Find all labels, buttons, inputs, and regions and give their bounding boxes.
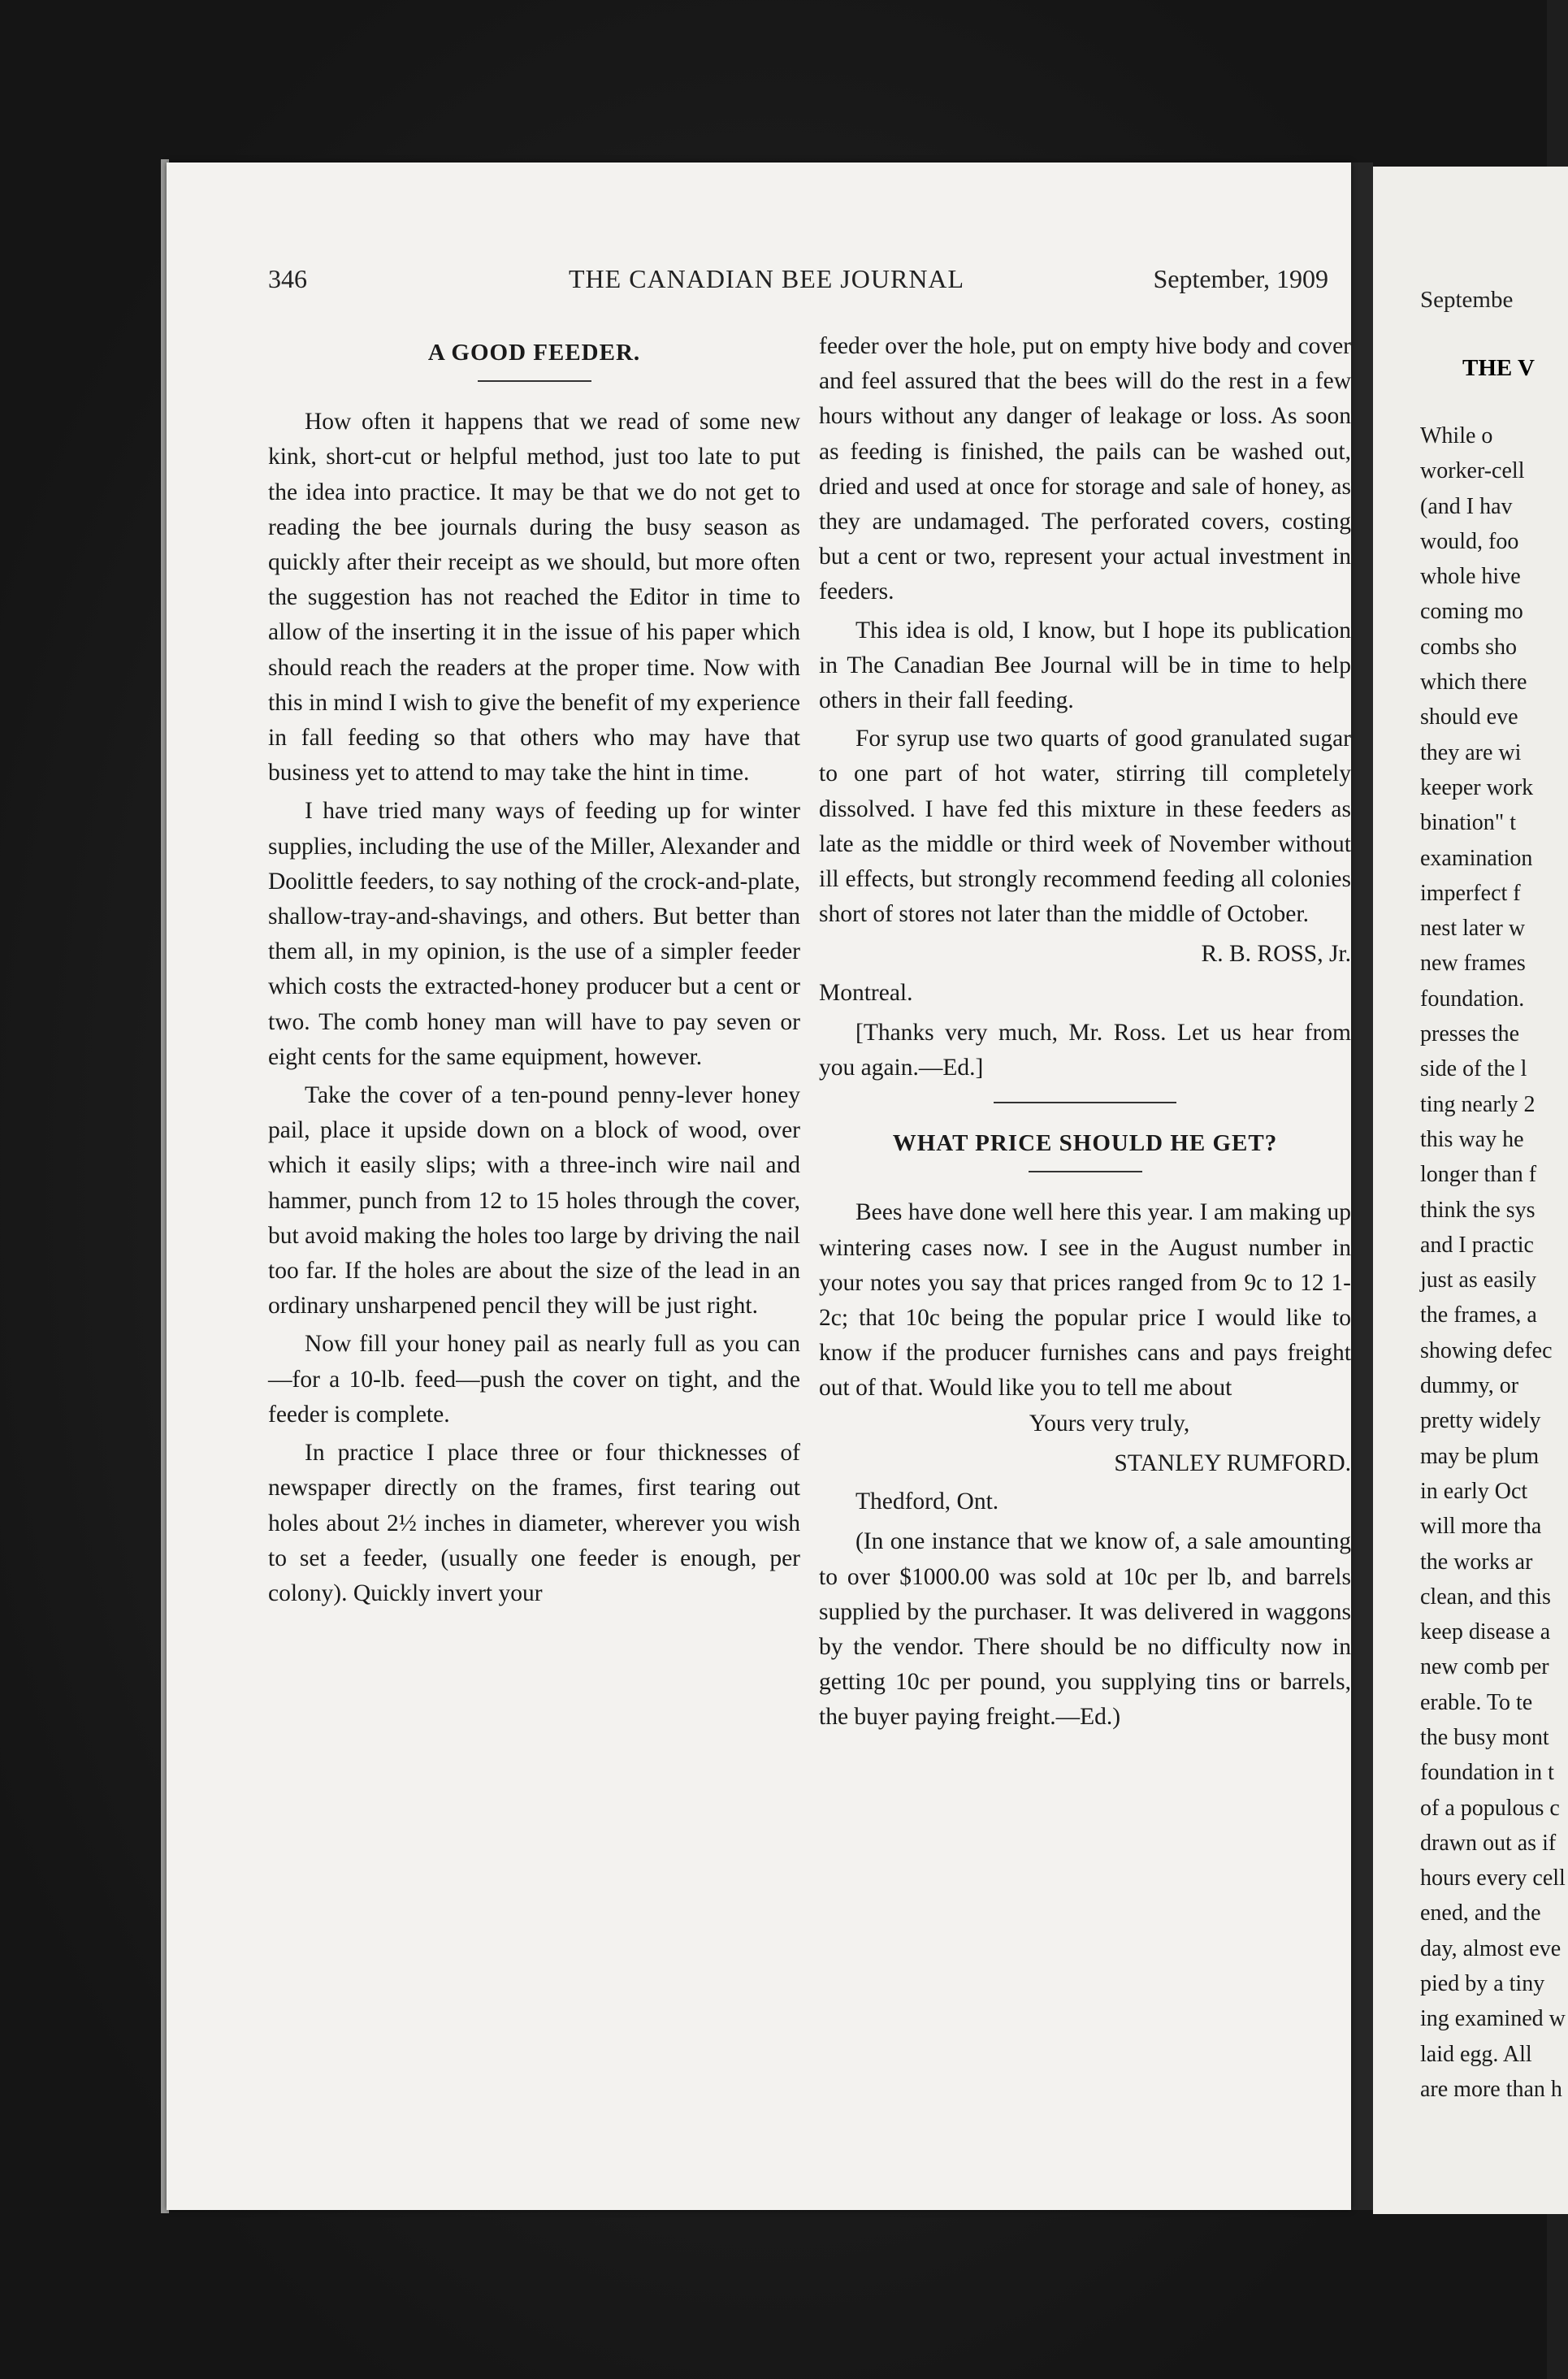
adjacent-page-line: imperfect f	[1420, 880, 1521, 906]
adjacent-page-line: new comb per	[1420, 1654, 1549, 1680]
article-paragraph: This idea is old, I know, but I hope its publication in The Canadian Bee Journal will be in time to help others in their fall feeding.	[819, 617, 1351, 714]
adjacent-page-line: foundation in t	[1420, 1760, 1554, 1786]
adjacent-page-line: the frames, a	[1420, 1302, 1537, 1328]
adjacent-page-line: this way he	[1420, 1126, 1524, 1152]
adjacent-page-line: side of the l	[1420, 1056, 1527, 1082]
adjacent-page-line: whole hive	[1420, 564, 1521, 590]
adjacent-page-line: worker-cell	[1420, 458, 1525, 484]
adjacent-page-line: pied by a tiny	[1420, 1971, 1545, 1997]
adjacent-page-line: erable. To te	[1420, 1689, 1533, 1715]
article-paragraph: In practice I place three or four thicknesses of newspaper directly on the frames, first tearing out holes about 2½ inches in diameter, wherever you wish to set a feeder, (usually one feeder is enough, per colony). Quickly invert your	[268, 1440, 800, 1606]
adjacent-page-line: day, almost eve	[1420, 1935, 1562, 1961]
adjacent-page-line: should eve	[1420, 704, 1518, 730]
issue-date: September, 1909	[1153, 264, 1328, 293]
adjacent-page-line: nest later w	[1420, 916, 1526, 942]
adjacent-page-line: which there	[1420, 670, 1527, 696]
adjacent-page-line: examination	[1420, 845, 1533, 871]
adjacent-page-line: will more tha	[1420, 1514, 1542, 1540]
adjacent-page-line: laid egg. All	[1420, 2041, 1532, 2067]
adjacent-page-line: in early Oct	[1420, 1478, 1528, 1504]
article-paragraph: Take the cover of a ten-pound penny-lever honey pail, place it upside down on a block of wood, over which it easily slips; with a three-inch wire nail and hammer, punch from 12 to 15 holes through the cover, but avoid making the holes too large by driving the nail too far. If the holes are about the size of the lead in an ordinary unsharpened pencil they will be just right.	[268, 1082, 800, 1320]
article-title: WHAT PRICE SHOULD HE GET?	[892, 1130, 1278, 1157]
editor-note: [Thanks very much, Mr. Ross. Let us hear from you again.—Ed.]	[819, 1019, 1351, 1081]
article-paragraph: feeder over the hole, put on empty hive body and cover and feel assured that the bees will do the rest in a few hours without any danger of leakage or loss. As soon as feeding is finished, the pails can be washed out, dried and used at once for storage and sale of honey, as they are undamaged. The perforated covers, costing but a cent or two, represent your actual investment in feeders.	[819, 333, 1351, 605]
title-rule	[478, 380, 591, 382]
adjacent-page-line: ing examined w	[1420, 2006, 1566, 2032]
adjacent-page-line: keeper work	[1420, 774, 1534, 800]
adjacent-page	[1373, 167, 1568, 2214]
adjacent-page-line: the works ar	[1420, 1549, 1533, 1575]
adjacent-page-line: showing defec	[1420, 1337, 1553, 1363]
adjacent-page-line: longer than f	[1420, 1162, 1537, 1188]
adjacent-page-line: the busy mont	[1420, 1724, 1549, 1750]
adjacent-page-line: would, foo	[1420, 528, 1519, 554]
article-paragraph: How often it happens that we read of some new kink, short-cut or helpful method, just too late to put the idea into practice. It may be that we do not get to reading the bee journals during the busy season as quickly after their receipt as we should, but more often the suggestion has not reached the Editor in time to allow of the inserting it in the issue of his paper which should reach the readers at the proper time. Now with this in mind I wish to give the benefit of my experience in fall feeding so that others who may have that business yet to attend to may take the hint in time.	[268, 409, 800, 786]
adjacent-page-line: While o	[1420, 423, 1493, 448]
adjacent-page-line: dummy, or	[1420, 1373, 1519, 1399]
adjacent-page-line: ting nearly 2	[1420, 1091, 1536, 1117]
adjacent-page-line: keep disease a	[1420, 1619, 1551, 1645]
editor-reply: (In one instance that we know of, a sale amounting to over $1000.00 was sold at 10c per lb, and barrels supplied by the purchaser. It was delivered in waggons by the vendor. There should be no difficulty now in getting 10c per pound, you supplying tins or barrels, the buyer paying freight.—Ed.)	[819, 1528, 1351, 1731]
adjacent-page-line: hours every cell	[1420, 1866, 1566, 1892]
adjacent-page-line: bination" t	[1420, 810, 1516, 836]
adjacent-page-line: new frames	[1420, 951, 1526, 977]
title-rule	[1029, 1171, 1142, 1172]
adjacent-page-line: (and I hav	[1420, 493, 1513, 519]
adjacent-page-line: of a populous c	[1420, 1795, 1560, 1821]
adjacent-page-line: just as easily	[1420, 1268, 1537, 1294]
book-gutter	[1351, 162, 1373, 2210]
article-paragraph: I have tried many ways of feeding up for winter supplies, including the use of the Miller, Alexander and Doolittle feeders, to say nothing of the crock-and-plate, shallow-tray-and-shavings, and others. But better than them all, in my opinion, is the use of a simpler feeder which costs the extracted-honey producer but a cent or two. The comb honey man will have to pay seven or eight cents for the same equipment, however.	[268, 798, 800, 1070]
right-column	[819, 329, 1351, 1736]
adjacent-page-line: and I practic	[1420, 1232, 1534, 1258]
adjacent-page-line: pretty widely	[1420, 1408, 1541, 1434]
letter-signature: STANLEY RUMFORD.	[1114, 1450, 1351, 1476]
adjacent-page-line: combs sho	[1420, 634, 1517, 660]
journal-title: THE CANADIAN BEE JOURNAL	[569, 264, 965, 293]
adjacent-page-line: are more than h	[1420, 2076, 1562, 2102]
letter-place: Thedford, Ont.	[855, 1488, 999, 1515]
adjacent-page-text	[1420, 418, 1566, 2107]
letter-paragraph: Bees have done well here this year. I am making up wintering cases now. I see in the August number in your notes you say that prices ranged from 9c to 12 1-2c; that 10c being the popular price I would like to know if the producer furnishes cans and pays freight out of that. Would like you to tell me about	[819, 1199, 1351, 1402]
article-paragraph: Now fill your honey pail as nearly full as you can—for a 10-lb. feed—push the cover on tight, and the feeder is complete.	[268, 1331, 800, 1428]
adjacent-page-heading: THE V	[1462, 355, 1535, 381]
adjacent-page-line: think the sys	[1420, 1197, 1536, 1223]
adjacent-page-line: coming mo	[1420, 599, 1523, 625]
adjacent-page-line: they are wi	[1420, 739, 1522, 765]
adjacent-page-header: Septembe	[1420, 287, 1514, 313]
adjacent-page-line: ened, and the	[1420, 1900, 1541, 1926]
page-number: 346	[268, 264, 307, 293]
section-rule	[994, 1102, 1176, 1103]
adjacent-page-line: presses the	[1420, 1021, 1520, 1047]
author-signature: R. B. ROSS, Jr.	[1201, 941, 1351, 968]
author-place: Montreal.	[819, 979, 913, 1006]
adjacent-page-line: drawn out as if	[1420, 1830, 1557, 1856]
article-paragraph: For syrup use two quarts of good granulated sugar to one part of hot water, stirring till completely dissolved. I have fed this mixture in these feeders as late as the middle or third week of November without ill effects, but strongly recommend feeding all colonies short of stores not later than the middle of October.	[819, 726, 1351, 928]
adjacent-page-line: foundation.	[1420, 986, 1525, 1012]
adjacent-page-line: may be plum	[1420, 1443, 1540, 1469]
letter-closing: Yours very truly,	[1029, 1410, 1190, 1436]
adjacent-page-line: clean, and this	[1420, 1584, 1551, 1610]
left-column	[268, 329, 800, 1611]
article-title: A GOOD FEEDER.	[427, 340, 641, 366]
page-header	[268, 264, 1328, 305]
